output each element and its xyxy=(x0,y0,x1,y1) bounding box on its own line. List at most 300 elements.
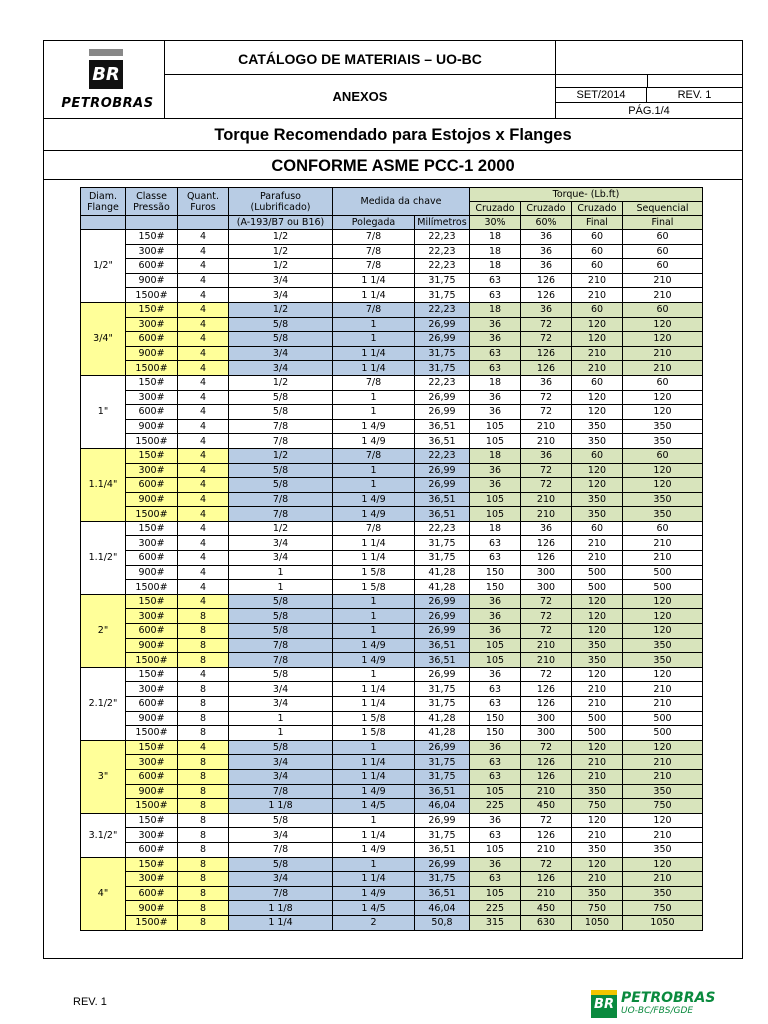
table-cell: 8 xyxy=(178,711,229,726)
table-cell: 1 1/4 xyxy=(333,273,415,288)
table-cell: 5/8 xyxy=(229,390,333,405)
table-cell: 60 xyxy=(623,259,703,274)
table-cell: 210 xyxy=(572,872,623,887)
table-cell: 210 xyxy=(572,346,623,361)
table-row xyxy=(81,492,703,507)
table-cell: 210 xyxy=(623,769,703,784)
table-cell: 63 xyxy=(470,697,521,712)
table-cell: 500 xyxy=(623,580,703,595)
table-cell: 72 xyxy=(521,609,572,624)
table-cell: 1 xyxy=(333,390,415,405)
table-row xyxy=(81,405,703,420)
standard-title: CONFORME ASME PCC-1 2000 xyxy=(44,151,742,180)
table-cell: 1 1/4 xyxy=(333,769,415,784)
table-cell: 8 xyxy=(178,842,229,857)
table-row xyxy=(81,594,703,609)
table-cell: 50,8 xyxy=(415,915,470,930)
table-cell: 900# xyxy=(126,419,178,434)
table-row xyxy=(81,375,703,390)
table-cell: 350 xyxy=(572,653,623,668)
table-cell: 1 5/8 xyxy=(333,711,415,726)
table-cell: 1500# xyxy=(126,726,178,741)
table-cell: 1500# xyxy=(126,580,178,595)
table-cell: 600# xyxy=(126,332,178,347)
table-cell: 18 xyxy=(470,244,521,259)
table-cell: 18 xyxy=(470,302,521,317)
table-cell: 210 xyxy=(521,784,572,799)
table-cell: 1 1/4 xyxy=(333,828,415,843)
table-cell: 1500# xyxy=(126,915,178,930)
table-row xyxy=(81,448,703,463)
flange-diameter: 1.1/2" xyxy=(81,521,126,594)
table-cell: 120 xyxy=(572,390,623,405)
table-cell: 600# xyxy=(126,697,178,712)
table-cell: 120 xyxy=(623,463,703,478)
table-row xyxy=(81,273,703,288)
table-cell: 1500# xyxy=(126,288,178,303)
table-row xyxy=(81,828,703,843)
table-cell: 120 xyxy=(623,317,703,332)
table-row xyxy=(81,434,703,449)
table-cell: 26,99 xyxy=(415,740,470,755)
table-cell: 72 xyxy=(521,478,572,493)
table-cell: 126 xyxy=(521,697,572,712)
table-cell: 1 xyxy=(229,711,333,726)
table-cell: 7/8 xyxy=(229,653,333,668)
logo-text: PETROBRAS xyxy=(61,96,154,111)
table-cell: 1 1/8 xyxy=(229,799,333,814)
parafuso-header: Parafuso (Lubrificado) xyxy=(229,188,333,216)
table-cell: 1500# xyxy=(126,434,178,449)
table-cell: 600# xyxy=(126,478,178,493)
table-cell: 4 xyxy=(178,405,229,420)
table-cell: 126 xyxy=(521,346,572,361)
classe-header: Classe Pressão xyxy=(126,188,178,216)
table-cell: 31,75 xyxy=(415,361,470,376)
table-cell: 4 xyxy=(178,580,229,595)
table-row xyxy=(81,697,703,712)
table-cell: 450 xyxy=(521,901,572,916)
table-cell: 900# xyxy=(126,346,178,361)
table-cell: 1 5/8 xyxy=(333,726,415,741)
table-cell: 300# xyxy=(126,536,178,551)
table-cell: 41,28 xyxy=(415,565,470,580)
table-cell: 3/4 xyxy=(229,769,333,784)
table-cell: 1/2 xyxy=(229,244,333,259)
table-cell: 1 4/9 xyxy=(333,784,415,799)
table-row xyxy=(81,332,703,347)
table-cell: 5/8 xyxy=(229,405,333,420)
table-cell: 31,75 xyxy=(415,755,470,770)
table-cell: 750 xyxy=(572,799,623,814)
table-cell: 150 xyxy=(470,711,521,726)
table-row xyxy=(81,463,703,478)
table-cell: 63 xyxy=(470,828,521,843)
table-cell: 300# xyxy=(126,872,178,887)
table-cell: 210 xyxy=(572,273,623,288)
table-cell: 126 xyxy=(521,872,572,887)
table-cell: 1500# xyxy=(126,507,178,522)
table-cell: 7/8 xyxy=(229,638,333,653)
table-cell: 350 xyxy=(572,507,623,522)
quant-header: Quant. Furos xyxy=(178,188,229,216)
table-cell: 1 1/4 xyxy=(333,697,415,712)
table-cell: 31,75 xyxy=(415,536,470,551)
table-cell: 63 xyxy=(470,755,521,770)
table-cell: 1 xyxy=(333,857,415,872)
table-cell: 1050 xyxy=(572,915,623,930)
table-cell: 4 xyxy=(178,332,229,347)
table-cell: 1 4/9 xyxy=(333,419,415,434)
table-cell: 210 xyxy=(521,434,572,449)
table-cell: 315 xyxy=(470,915,521,930)
table-cell: 8 xyxy=(178,638,229,653)
table-cell: 72 xyxy=(521,405,572,420)
table-cell: 210 xyxy=(572,682,623,697)
table-cell: 120 xyxy=(623,405,703,420)
table-cell: 900# xyxy=(126,273,178,288)
table-row xyxy=(81,784,703,799)
table-cell: 8 xyxy=(178,769,229,784)
table-cell: 210 xyxy=(623,536,703,551)
table-cell: 22,23 xyxy=(415,230,470,245)
table-cell: 120 xyxy=(572,740,623,755)
table-cell: 1 1/4 xyxy=(333,551,415,566)
table-cell: 1 4/9 xyxy=(333,886,415,901)
table-cell: 210 xyxy=(572,769,623,784)
table-cell: 1 4/5 xyxy=(333,901,415,916)
table-cell: 1500# xyxy=(126,361,178,376)
table-cell: 60 xyxy=(623,521,703,536)
table-cell: 36 xyxy=(521,448,572,463)
table-cell: 4 xyxy=(178,507,229,522)
table-cell: 63 xyxy=(470,872,521,887)
table-cell: 1 xyxy=(333,463,415,478)
table-cell: 225 xyxy=(470,799,521,814)
table-cell: 60 xyxy=(572,244,623,259)
table-cell: 8 xyxy=(178,609,229,624)
table-cell: 7/8 xyxy=(229,842,333,857)
table-cell: 350 xyxy=(623,886,703,901)
table-cell: 150 xyxy=(470,726,521,741)
table-cell: 1/2 xyxy=(229,259,333,274)
table-cell: 41,28 xyxy=(415,711,470,726)
table-cell: 1 4/5 xyxy=(333,799,415,814)
table-cell: 300# xyxy=(126,463,178,478)
table-cell: 210 xyxy=(521,886,572,901)
table-cell: 1/2 xyxy=(229,230,333,245)
table-cell: 26,99 xyxy=(415,594,470,609)
table-cell: 36,51 xyxy=(415,434,470,449)
table-cell: 26,99 xyxy=(415,609,470,624)
table-cell: 7/8 xyxy=(229,507,333,522)
table-cell: 210 xyxy=(623,828,703,843)
table-cell: 350 xyxy=(623,842,703,857)
table-cell: 36 xyxy=(470,594,521,609)
table-cell: 350 xyxy=(623,492,703,507)
table-row xyxy=(81,478,703,493)
flange-diameter: 4" xyxy=(81,857,126,930)
table-cell: 4 xyxy=(178,551,229,566)
table-row xyxy=(81,842,703,857)
table-cell: 150 xyxy=(470,580,521,595)
table-cell: 72 xyxy=(521,667,572,682)
table-cell: 105 xyxy=(470,784,521,799)
table-cell: 22,23 xyxy=(415,259,470,274)
table-cell: 500 xyxy=(572,565,623,580)
table-cell: 350 xyxy=(572,492,623,507)
table-cell: 150# xyxy=(126,813,178,828)
table-cell: 7/8 xyxy=(333,521,415,536)
table-cell: 210 xyxy=(521,419,572,434)
table-cell: 105 xyxy=(470,638,521,653)
table-cell: 1 xyxy=(333,594,415,609)
table-cell: 120 xyxy=(572,405,623,420)
table-cell: 36 xyxy=(470,405,521,420)
table-cell: 60 xyxy=(572,521,623,536)
page-number: PÁG.1/4 xyxy=(556,102,742,119)
table-cell: 1 5/8 xyxy=(333,580,415,595)
table-cell: 36,51 xyxy=(415,842,470,857)
chave-header: Medida da chave xyxy=(333,188,470,216)
flange-diameter: 2" xyxy=(81,594,126,667)
document-meta xyxy=(556,75,742,119)
table-cell: 126 xyxy=(521,273,572,288)
table-cell: 22,23 xyxy=(415,244,470,259)
table-cell: 26,99 xyxy=(415,332,470,347)
table-cell: 26,99 xyxy=(415,857,470,872)
table-cell: 4 xyxy=(178,419,229,434)
table-cell: 36 xyxy=(521,230,572,245)
br-footer-icon: BR xyxy=(591,990,617,1018)
footer-logo-sub: UO-BC/FBS/GDE xyxy=(621,1006,694,1016)
table-row xyxy=(81,390,703,405)
table-cell: 36,51 xyxy=(415,492,470,507)
table-cell: 72 xyxy=(521,813,572,828)
table-cell: 4 xyxy=(178,565,229,580)
table-cell: 63 xyxy=(470,536,521,551)
table-cell: 7/8 xyxy=(229,784,333,799)
table-cell: 150# xyxy=(126,375,178,390)
table-cell: 1 xyxy=(333,317,415,332)
table-cell: 900# xyxy=(126,784,178,799)
table-cell: 210 xyxy=(572,828,623,843)
table-row xyxy=(81,521,703,536)
table-cell: 1 1/4 xyxy=(333,361,415,376)
document-date: SET/2014 xyxy=(556,88,647,102)
table-cell: 105 xyxy=(470,492,521,507)
table-cell: 36 xyxy=(521,259,572,274)
table-cell: 60 xyxy=(623,375,703,390)
table-cell: 46,04 xyxy=(415,901,470,916)
table-cell: 120 xyxy=(572,478,623,493)
torque-col2-l2: 60% xyxy=(521,216,572,230)
table-cell: 1 xyxy=(333,405,415,420)
footer-revision: REV. 1 xyxy=(73,996,107,1008)
table-cell: 4 xyxy=(178,463,229,478)
table-cell: 210 xyxy=(623,346,703,361)
table-row xyxy=(81,872,703,887)
table-cell: 150# xyxy=(126,667,178,682)
table-cell: 210 xyxy=(572,755,623,770)
table-cell: 8 xyxy=(178,726,229,741)
table-cell: 210 xyxy=(572,551,623,566)
table-cell: 8 xyxy=(178,915,229,930)
table-cell: 1 5/8 xyxy=(333,565,415,580)
table-cell: 450 xyxy=(521,799,572,814)
table-row xyxy=(81,565,703,580)
table-cell: 300# xyxy=(126,609,178,624)
document-revision: REV. 1 xyxy=(677,89,712,101)
table-row xyxy=(81,302,703,317)
table-cell: 36,51 xyxy=(415,507,470,522)
table-cell: 5/8 xyxy=(229,857,333,872)
table-cell: 1 1/4 xyxy=(333,536,415,551)
table-cell: 7/8 xyxy=(333,448,415,463)
table-cell: 210 xyxy=(521,492,572,507)
table-cell: 1500# xyxy=(126,653,178,668)
table-cell: 36 xyxy=(521,521,572,536)
table-cell: 26,99 xyxy=(415,624,470,639)
table-cell: 36 xyxy=(470,332,521,347)
table-cell: 18 xyxy=(470,230,521,245)
table-cell: 31,75 xyxy=(415,697,470,712)
torque-col3-l2: Final xyxy=(572,216,623,230)
table-cell: 900# xyxy=(126,638,178,653)
table-cell: 1/2 xyxy=(229,375,333,390)
table-cell: 350 xyxy=(572,419,623,434)
table-cell: 210 xyxy=(623,682,703,697)
table-cell: 150# xyxy=(126,857,178,872)
torque-col3-l1: Cruzado xyxy=(572,202,623,216)
table-cell: 3/4 xyxy=(229,828,333,843)
table-cell: 1 xyxy=(333,332,415,347)
table-cell: 63 xyxy=(470,682,521,697)
table-cell: 1 4/9 xyxy=(333,653,415,668)
flange-diameter: 3.1/2" xyxy=(81,813,126,857)
table-cell: 1 1/4 xyxy=(333,872,415,887)
table-cell: 500 xyxy=(623,711,703,726)
table-cell: 4 xyxy=(178,478,229,493)
table-cell: 210 xyxy=(572,361,623,376)
table-cell: 2 xyxy=(333,915,415,930)
table-cell: 36 xyxy=(521,302,572,317)
table-cell: 1 1/8 xyxy=(229,901,333,916)
table-cell: 1 1/4 xyxy=(229,915,333,930)
table-row xyxy=(81,682,703,697)
table-cell: 120 xyxy=(572,667,623,682)
petrobras-logo xyxy=(44,41,165,119)
table-cell: 36,51 xyxy=(415,638,470,653)
table-cell: 60 xyxy=(572,448,623,463)
table-cell: 210 xyxy=(623,288,703,303)
table-cell: 600# xyxy=(126,624,178,639)
table-cell: 1 1/4 xyxy=(333,755,415,770)
table-cell: 150# xyxy=(126,521,178,536)
table-row xyxy=(81,317,703,332)
table-cell: 72 xyxy=(521,740,572,755)
table-cell: 1 xyxy=(333,740,415,755)
table-cell: 350 xyxy=(623,784,703,799)
table-cell: 36 xyxy=(470,667,521,682)
table-row xyxy=(81,638,703,653)
table-cell: 5/8 xyxy=(229,813,333,828)
flange-diameter: 3" xyxy=(81,740,126,813)
table-cell: 600# xyxy=(126,886,178,901)
table-cell: 350 xyxy=(623,653,703,668)
table-cell: 3/4 xyxy=(229,551,333,566)
table-row xyxy=(81,419,703,434)
table-cell: 120 xyxy=(572,463,623,478)
table-cell: 3/4 xyxy=(229,536,333,551)
table-cell: 18 xyxy=(470,521,521,536)
table-cell: 1 xyxy=(333,813,415,828)
table-row xyxy=(81,507,703,522)
torque-col4-l2: Final xyxy=(623,216,703,230)
table-cell: 22,23 xyxy=(415,521,470,536)
table-cell: 63 xyxy=(470,346,521,361)
table-cell: 8 xyxy=(178,682,229,697)
table-cell: 300 xyxy=(521,711,572,726)
table-cell: 300# xyxy=(126,828,178,843)
table-cell: 8 xyxy=(178,813,229,828)
table-cell: 1 4/9 xyxy=(333,842,415,857)
table-cell: 31,75 xyxy=(415,828,470,843)
table-row xyxy=(81,799,703,814)
torque-col2-l1: Cruzado xyxy=(521,202,572,216)
table-cell: 1 4/9 xyxy=(333,638,415,653)
table-cell: 1 1/4 xyxy=(333,346,415,361)
diam-header: Diam. Flange xyxy=(81,188,126,216)
table-cell: 5/8 xyxy=(229,667,333,682)
table-cell: 5/8 xyxy=(229,478,333,493)
table-cell: 126 xyxy=(521,755,572,770)
table-cell: 36 xyxy=(470,478,521,493)
table-cell: 300# xyxy=(126,244,178,259)
table-cell: 120 xyxy=(623,332,703,347)
table-cell: 8 xyxy=(178,784,229,799)
parafuso-spec: (A-193/B7 ou B16) xyxy=(229,216,333,230)
table-cell: 500 xyxy=(572,580,623,595)
polegada-header: Polegada xyxy=(333,216,415,230)
table-cell: 900# xyxy=(126,565,178,580)
table-cell: 3/4 xyxy=(229,346,333,361)
table-row xyxy=(81,230,703,245)
torque-col4-l1: Sequencial xyxy=(623,202,703,216)
table-cell: 500 xyxy=(623,726,703,741)
table-cell: 1/2 xyxy=(229,521,333,536)
table-cell: 18 xyxy=(470,259,521,274)
table-row xyxy=(81,769,703,784)
table-cell: 8 xyxy=(178,624,229,639)
table-row xyxy=(81,886,703,901)
table-cell: 126 xyxy=(521,769,572,784)
table-cell: 22,23 xyxy=(415,302,470,317)
table-row xyxy=(81,667,703,682)
table-cell: 8 xyxy=(178,697,229,712)
table-cell: 4 xyxy=(178,492,229,507)
milimetros-header: Milímetros xyxy=(415,216,470,230)
table-row xyxy=(81,580,703,595)
table-cell: 4 xyxy=(178,448,229,463)
table-cell: 210 xyxy=(623,551,703,566)
table-cell: 4 xyxy=(178,259,229,274)
table-cell: 60 xyxy=(623,244,703,259)
table-cell: 1 xyxy=(333,478,415,493)
table-cell: 600# xyxy=(126,259,178,274)
table-cell: 1 xyxy=(333,624,415,639)
table-cell: 60 xyxy=(623,302,703,317)
